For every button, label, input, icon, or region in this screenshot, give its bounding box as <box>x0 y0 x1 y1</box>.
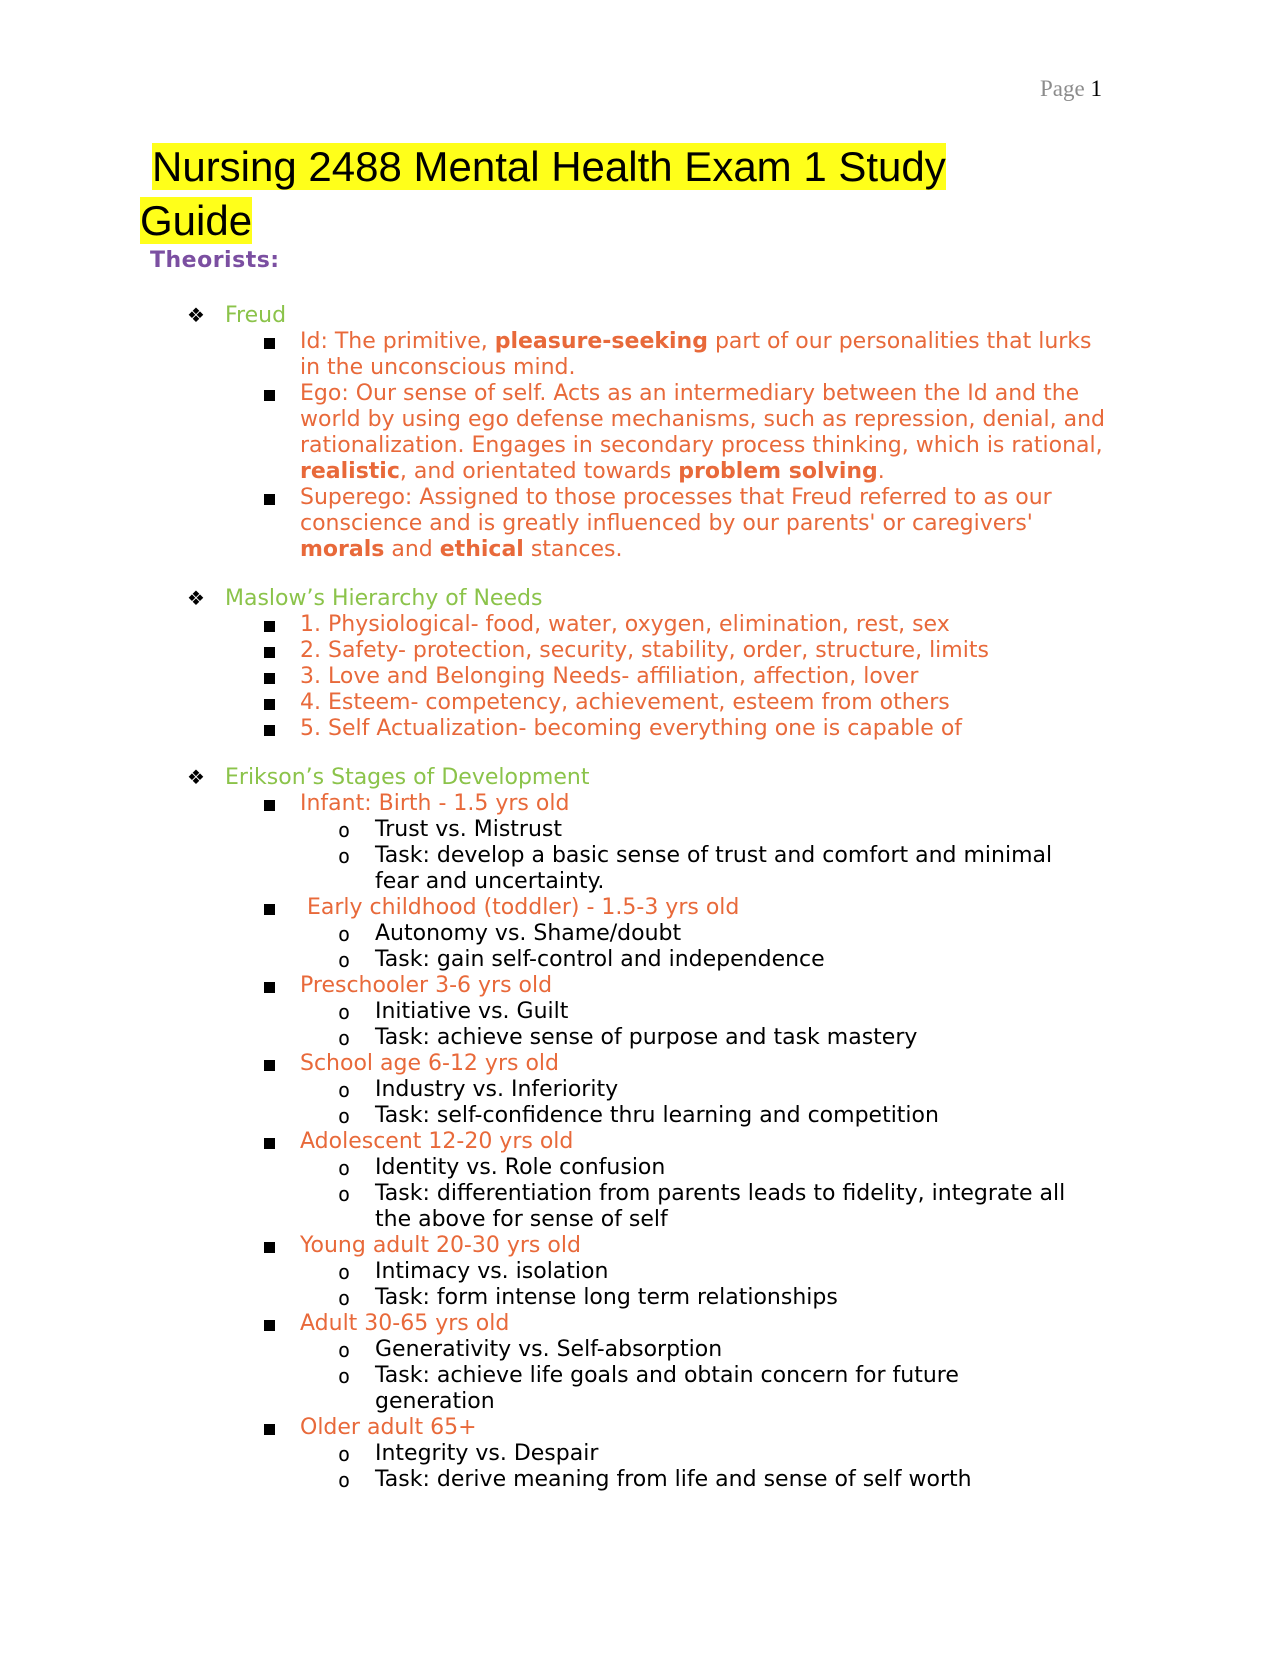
text: stances. <box>523 537 623 562</box>
text: Integrity vs. Despair <box>375 1441 599 1466</box>
stage-label: Early childhood (toddler) - 1.5-3 yrs old <box>300 895 740 920</box>
stage-task <box>0 1025 1280 1051</box>
square-bullet-icon <box>264 1320 275 1331</box>
text: Task: gain self-control and independence <box>375 947 825 972</box>
bold-term: realistic <box>300 459 400 484</box>
diamond-bullet-icon: ❖ <box>187 765 205 789</box>
erikson-stage <box>0 1129 1280 1155</box>
page-number <box>1040 76 1102 102</box>
text: Intimacy vs. isolation <box>375 1259 609 1284</box>
text: Initiative vs. Guilt <box>375 999 569 1024</box>
circle-bullet-icon: o <box>338 844 351 868</box>
erikson-stage <box>0 973 1280 999</box>
text: Task: self-confidence thru learning and competition <box>375 1103 939 1128</box>
text: and <box>384 537 440 562</box>
stage-label: Infant: Birth - 1.5 yrs old <box>300 791 570 816</box>
stage-crisis <box>0 1259 1280 1285</box>
stage-crisis <box>0 1337 1280 1363</box>
maslow-section <box>0 585 1280 742</box>
text: Ego: Our sense of self. Acts as an intermediary between the Id and the world by using ego defense mechanisms, such as repression, denial, and rationalization. Engages in secondary process thinking, which is rational, <box>300 381 1105 458</box>
circle-bullet-icon: o <box>338 1182 351 1206</box>
text: Autonomy vs. Shame/doubt <box>375 921 682 946</box>
text: Task: achieve sense of purpose and task mastery <box>375 1025 918 1050</box>
diamond-bullet-icon: ❖ <box>187 586 205 610</box>
document-title <box>140 140 1040 248</box>
maslow-heading-text: Maslow’s Hierarchy of Needs <box>225 586 543 611</box>
text: part of our personalities that lurks in the unconscious mind. <box>300 329 1092 380</box>
square-bullet-icon <box>264 1060 275 1071</box>
text: 2. Safety- protection, security, stability, order, structure, limits <box>300 638 989 663</box>
square-bullet-icon <box>264 390 275 401</box>
document-body <box>0 302 1280 1493</box>
page-label: Page <box>1040 76 1085 101</box>
text: Trust vs. Mistrust <box>375 817 562 842</box>
circle-bullet-icon: o <box>338 1104 351 1128</box>
erikson-stage <box>0 1415 1280 1441</box>
title-line-2: Guide <box>140 197 253 244</box>
stage-label: Young adult 20-30 yrs old <box>300 1233 581 1258</box>
erikson-stage <box>0 1233 1280 1259</box>
erikson-heading-text: Erikson’s Stages of Development <box>225 765 590 790</box>
diamond-bullet-icon: ❖ <box>187 303 205 327</box>
text: Task: form intense long term relationships <box>375 1285 838 1310</box>
stage-task <box>0 1363 1280 1415</box>
text: Superego: Assigned to those processes that Freud referred to as our conscience and is greatly influenced by our parents' or caregivers' <box>300 485 1052 536</box>
erikson-stage <box>0 1311 1280 1337</box>
circle-bullet-icon: o <box>338 1338 351 1362</box>
circle-bullet-icon: o <box>338 1000 351 1024</box>
stage-crisis <box>0 1077 1280 1103</box>
square-bullet-icon <box>264 1138 275 1149</box>
stage-task <box>0 1467 1280 1493</box>
text: Id: The primitive, <box>300 329 495 354</box>
maslow-item <box>0 638 1280 664</box>
stage-crisis <box>0 921 1280 947</box>
freud-section <box>0 302 1280 563</box>
text: Identity vs. Role confusion <box>375 1155 666 1180</box>
square-bullet-icon <box>264 982 275 993</box>
stage-task <box>0 947 1280 973</box>
circle-bullet-icon: o <box>338 1026 351 1050</box>
bold-term: ethical <box>439 537 524 562</box>
stage-label: Older adult 65+ <box>300 1415 477 1440</box>
circle-bullet-icon: o <box>338 1078 351 1102</box>
square-bullet-icon <box>264 1424 275 1435</box>
circle-bullet-icon: o <box>338 948 351 972</box>
text: 1. Physiological- food, water, oxygen, elimination, rest, sex <box>300 612 950 637</box>
square-bullet-icon <box>264 494 275 505</box>
erikson-stage <box>0 1051 1280 1077</box>
bold-term: problem solving <box>678 459 878 484</box>
stage-crisis <box>0 999 1280 1025</box>
stage-task <box>0 1103 1280 1129</box>
circle-bullet-icon: o <box>338 1156 351 1180</box>
stage-crisis <box>0 817 1280 843</box>
stage-crisis <box>0 1441 1280 1467</box>
square-bullet-icon <box>264 338 275 349</box>
text: Task: differentiation from parents leads to fidelity, integrate all the above for sense of self <box>375 1181 1066 1232</box>
stage-label: Preschooler 3-6 yrs old <box>300 973 553 998</box>
square-bullet-icon <box>264 673 275 684</box>
text: 3. Love and Belonging Needs- affiliation, affection, lover <box>300 664 919 689</box>
text: 4. Esteem- competency, achievement, esteem from others <box>300 690 950 715</box>
freud-ego-item <box>0 381 1280 485</box>
text: , and orientated towards <box>399 459 679 484</box>
bold-term: pleasure-seeking <box>494 329 708 354</box>
stage-task <box>0 1181 1280 1233</box>
stage-label: Adolescent 12-20 yrs old <box>300 1129 574 1154</box>
circle-bullet-icon: o <box>338 1468 351 1492</box>
circle-bullet-icon: o <box>338 1364 351 1388</box>
stage-crisis <box>0 1155 1280 1181</box>
erikson-section <box>0 764 1280 1493</box>
freud-heading-text: Freud <box>225 303 287 328</box>
text: Task: derive meaning from life and sense of self worth <box>375 1467 972 1492</box>
freud-heading <box>0 302 1280 329</box>
circle-bullet-icon: o <box>338 1286 351 1310</box>
text: 5. Self Actualization- becoming everything one is capable of <box>300 716 963 741</box>
bold-term: morals <box>300 537 385 562</box>
circle-bullet-icon: o <box>338 1442 351 1466</box>
erikson-heading <box>0 764 1280 791</box>
square-bullet-icon <box>264 904 275 915</box>
text: Industry vs. Inferiority <box>375 1077 619 1102</box>
text: Generativity vs. Self-absorption <box>375 1337 723 1362</box>
freud-id-item <box>0 329 1280 381</box>
erikson-stage <box>0 791 1280 817</box>
stage-task <box>0 1285 1280 1311</box>
square-bullet-icon <box>264 699 275 710</box>
section-subtitle: Theorists: <box>150 248 280 273</box>
circle-bullet-icon: o <box>338 1260 351 1284</box>
circle-bullet-icon: o <box>338 818 351 842</box>
text: . <box>877 459 885 484</box>
maslow-item <box>0 612 1280 638</box>
text: Task: develop a basic sense of trust and comfort and minimal fear and uncertainty. <box>375 843 1053 894</box>
square-bullet-icon <box>264 621 275 632</box>
square-bullet-icon <box>264 1242 275 1253</box>
stage-label: School age 6-12 yrs old <box>300 1051 559 1076</box>
stage-task <box>0 843 1280 895</box>
stage-label: Adult 30-65 yrs old <box>300 1311 510 1336</box>
freud-superego-item <box>0 485 1280 563</box>
text: Task: achieve life goals and obtain concern for future generation <box>375 1363 959 1414</box>
maslow-heading <box>0 585 1280 612</box>
maslow-item <box>0 716 1280 742</box>
circle-bullet-icon: o <box>338 922 351 946</box>
erikson-stage <box>0 895 1280 921</box>
square-bullet-icon <box>264 647 275 658</box>
maslow-item <box>0 664 1280 690</box>
page-number-value: 1 <box>1090 76 1102 101</box>
maslow-item <box>0 690 1280 716</box>
square-bullet-icon <box>264 800 275 811</box>
title-line-1: Nursing 2488 Mental Health Exam 1 Study <box>152 143 946 190</box>
square-bullet-icon <box>264 725 275 736</box>
